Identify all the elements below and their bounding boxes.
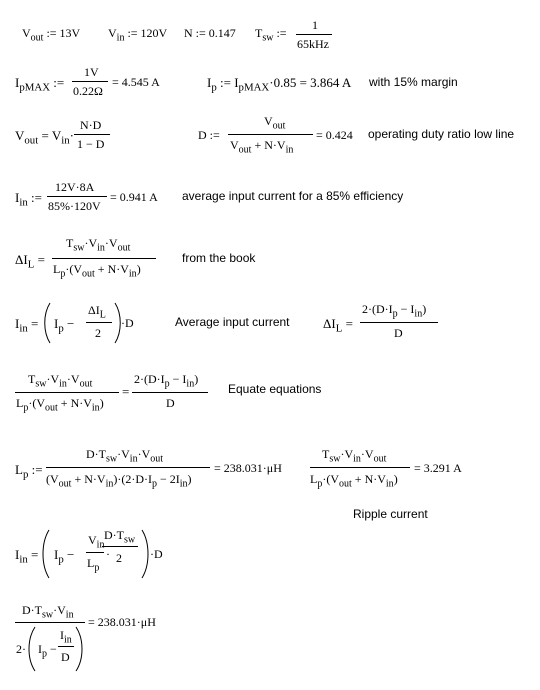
duty-fraction-bar [228, 134, 313, 135]
avg-current-comment: Average input current [175, 315, 290, 329]
efficiency-comment: average input current for a 85% efficiency [182, 189, 404, 203]
ripple-lhs: $\Delta I_L$ = [15, 252, 45, 271]
margin-comment: with 15% margin [369, 75, 458, 89]
equate-left-denominator: $L_p\cdot(V_{out} + N\cdot V_{in})$ [16, 396, 104, 414]
equate-comment: Equate equations [228, 382, 322, 396]
iin-alt-f1-bar [86, 552, 104, 553]
lp-fraction-bar [46, 467, 210, 468]
duty-result: = 0.424 [316, 128, 353, 142]
iin-result: = 0.941 A [110, 190, 158, 204]
open-paren [42, 302, 52, 344]
iin-alt-f2-bar [102, 546, 138, 547]
iin-lhs: $I_{in}$ := [15, 190, 42, 209]
close-paren [74, 626, 84, 672]
vout-relation-denominator: 1 − D [77, 137, 105, 151]
lp-alt-fraction-bar [15, 622, 85, 623]
lp-denominator: $(V_{out} + N\cdot V_{in})\cdot(2\cdot D\cdot I_p - 2I_{in})$ [46, 472, 192, 490]
equate-right-numerator: $2\cdot(D\cdot I_p - I_{in})$ [134, 372, 199, 390]
iin-alt-lhs: $I_{in}$ = [15, 547, 39, 566]
duty-lhs: D := [198, 128, 220, 142]
iin-denominator: 85%·120V [48, 199, 101, 213]
avg-current-denominator: 2 [95, 326, 101, 340]
lp-lhs: $L_p$ := [15, 462, 43, 481]
tsw-definition-lhs: $T_{sw}$ := [255, 26, 287, 44]
lp-numerator: $D\cdot T_{sw}\cdot V_{in}\cdot V_{out}$ [86, 447, 164, 465]
iin-alt-f1-numerator: $V_{in}$ [88, 533, 105, 551]
iin-alt-f2-numerator: $D\cdot T_{sw}$ [104, 528, 136, 546]
ripple-alt-lhs: $\Delta I_L$ = [323, 316, 353, 335]
ripple-calc-result: = 3.291 A [414, 461, 462, 475]
ipmax-result: = 4.545 A [112, 75, 160, 89]
tsw-numerator: 1 [312, 18, 318, 32]
ripple-alt-numerator: $2\cdot(D\cdot I_p - I_{in})$ [362, 302, 427, 320]
open-paren [27, 626, 37, 672]
iin-numerator: 12V·8A [55, 180, 95, 194]
avg-current-fraction-bar [86, 322, 112, 323]
ipmax-numerator: 1V [84, 65, 99, 79]
ripple-current-comment: Ripple current [353, 507, 428, 521]
ripple-denominator: $L_p\cdot(V_{out} + N\cdot V_{in})$ [53, 262, 141, 280]
equate-left-fraction-bar [15, 392, 119, 393]
ipmax-lhs: $I_{pMAX}$ := [15, 75, 65, 94]
vout-relation-lhs: $V_{out} = V_{in}\cdot$ [15, 128, 75, 147]
ipmax-denominator: 0.22Ω [73, 84, 103, 98]
book-comment: from the book [182, 251, 256, 265]
avg-current-numerator: $\Delta I_L$ [88, 303, 106, 321]
vin-definition: $V_{in}$ := 120V [108, 26, 168, 44]
iin-alt-dot: · [106, 547, 110, 561]
lp-alt-numerator: $D\cdot T_{sw}\cdot V_{in}$ [22, 603, 74, 621]
open-paren [41, 529, 51, 579]
avg-current-lhs: $I_{in}$ = [15, 316, 39, 335]
iin-alt-f2-denominator: 2 [116, 551, 122, 565]
avg-current-ip: $I_p$ − [54, 316, 75, 335]
equate-right-denominator: D [166, 396, 175, 410]
vout-definition: $V_{out}$ := 13V [22, 26, 81, 44]
ripple-alt-fraction-bar [360, 322, 438, 323]
avg-current-tail: ·D [121, 316, 134, 330]
equate-right-fraction-bar [132, 392, 208, 393]
ripple-fraction-bar [52, 258, 156, 259]
iin-fraction-bar [47, 196, 107, 197]
lp-alt-den-frac-denominator: D [61, 650, 70, 664]
tsw-denominator: 65kHz [297, 37, 329, 51]
lp-alt-den-frac-bar [58, 646, 74, 647]
equate-left-numerator: $T_{sw}\cdot V_{in}\cdot V_{out}$ [28, 372, 93, 390]
vout-relation-bar [74, 134, 110, 135]
ripple-numerator: $T_{sw}\cdot V_{in}\cdot V_{out}$ [66, 236, 131, 254]
iin-alt-ip: $I_p$ − [54, 547, 75, 566]
duty-comment: operating duty ratio low line [368, 127, 515, 141]
ip-definition: $I_p$ := $I_{pMAX}\cdot 0.85 = 3.864$ A [207, 75, 352, 94]
tsw-fraction-bar [296, 34, 332, 35]
lp-alt-den-ip: $I_p$ − [38, 642, 57, 660]
ripple-calc-numerator: $T_{sw}\cdot V_{in}\cdot V_{out}$ [322, 447, 387, 465]
vout-relation-numerator: N·D [80, 118, 102, 132]
iin-alt-f1-denominator: $L_p$ [87, 556, 100, 574]
lp-result: = 238.031·μH [214, 461, 282, 475]
ipmax-fraction-bar [72, 81, 108, 82]
duty-numerator: $V_{out}$ [264, 114, 286, 132]
duty-denominator: $V_{out} + N\cdot V_{in}$ [230, 138, 294, 156]
lp-alt-den-prefix: 2· [16, 642, 26, 656]
ripple-calc-denominator: $L_p\cdot(V_{out} + N\cdot V_{in})$ [310, 472, 398, 490]
n-definition: N := 0.147 [184, 26, 236, 40]
equate-equals: = [122, 384, 130, 399]
lp-alt-den-frac-numerator: $I_{in}$ [60, 628, 72, 646]
lp-alt-result: = 238.031·μH [88, 615, 156, 629]
ripple-alt-denominator: D [394, 326, 403, 340]
ripple-calc-fraction-bar [310, 467, 410, 468]
close-paren [140, 529, 150, 579]
iin-alt-tail: ·D [150, 547, 163, 561]
